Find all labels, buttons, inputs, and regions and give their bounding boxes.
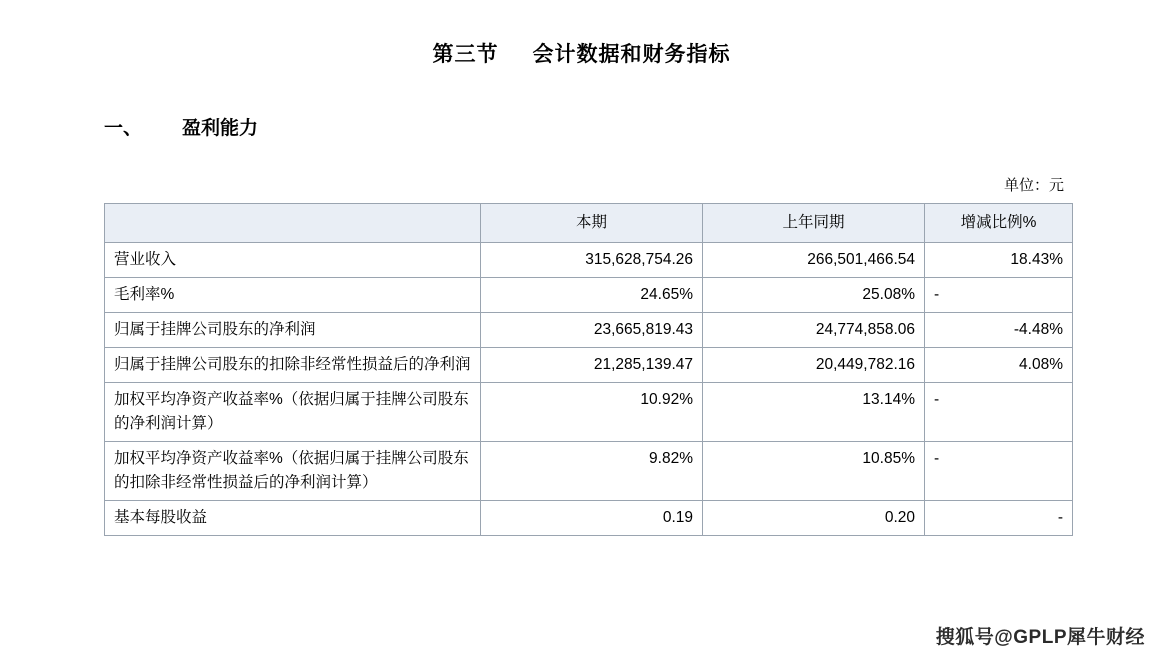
table-row bbox=[105, 501, 1073, 536]
table-row bbox=[105, 278, 1073, 313]
column-header-change: 增减比例% bbox=[925, 204, 1073, 243]
row-current-value: 24.65% bbox=[481, 278, 703, 313]
table-row bbox=[105, 313, 1073, 348]
page-title bbox=[0, 38, 1163, 68]
row-label: 归属于挂牌公司股东的净利润 bbox=[105, 313, 481, 348]
column-header-item bbox=[105, 204, 481, 243]
row-current-value: 9.82% bbox=[481, 442, 703, 501]
table-row bbox=[105, 442, 1073, 501]
row-previous-value: 25.08% bbox=[703, 278, 925, 313]
unit-note: 单位：元 bbox=[1003, 177, 1064, 194]
table-row bbox=[105, 348, 1073, 383]
row-label: 加权平均净资产收益率%（依据归属于挂牌公司股东的净利润计算） bbox=[105, 383, 481, 442]
column-header-current: 本期 bbox=[481, 204, 703, 243]
page-title-prefix: 第三节 bbox=[432, 43, 499, 66]
row-change-value: -4.48% bbox=[925, 313, 1073, 348]
row-current-value: 23,665,819.43 bbox=[481, 313, 703, 348]
column-header-previous: 上年同期 bbox=[703, 204, 925, 243]
document-page bbox=[0, 38, 1163, 659]
section-heading bbox=[104, 113, 1163, 140]
row-previous-value: 20,449,782.16 bbox=[703, 348, 925, 383]
row-previous-value: 0.20 bbox=[703, 501, 925, 536]
row-change-value: - bbox=[925, 383, 1073, 442]
section-name: 盈利能力 bbox=[182, 118, 259, 139]
row-label: 营业收入 bbox=[105, 243, 481, 278]
row-previous-value: 266,501,466.54 bbox=[703, 243, 925, 278]
table-row bbox=[105, 383, 1073, 442]
row-previous-value: 10.85% bbox=[703, 442, 925, 501]
row-previous-value: 24,774,858.06 bbox=[703, 313, 925, 348]
table-header-row bbox=[105, 204, 1073, 243]
row-label: 加权平均净资产收益率%（依据归属于挂牌公司股东的扣除非经常性损益后的净利润计算） bbox=[105, 442, 481, 501]
page-title-main: 会计数据和财务指标 bbox=[532, 43, 731, 66]
row-label: 归属于挂牌公司股东的扣除非经常性损益后的净利润 bbox=[105, 348, 481, 383]
row-current-value: 10.92% bbox=[481, 383, 703, 442]
table-row bbox=[105, 243, 1073, 278]
row-current-value: 315,628,754.26 bbox=[481, 243, 703, 278]
watermark: 搜狐号@GPLP犀牛财经 bbox=[935, 627, 1145, 648]
section-number: 一、 bbox=[104, 118, 143, 139]
row-change-value: 4.08% bbox=[925, 348, 1073, 383]
row-current-value: 0.19 bbox=[481, 501, 703, 536]
row-current-value: 21,285,139.47 bbox=[481, 348, 703, 383]
row-label: 基本每股收益 bbox=[105, 501, 481, 536]
row-label: 毛利率% bbox=[105, 278, 481, 313]
row-change-value: 18.43% bbox=[925, 243, 1073, 278]
row-change-value: - bbox=[925, 278, 1073, 313]
row-change-value: - bbox=[925, 442, 1073, 501]
row-change-value: - bbox=[925, 501, 1073, 536]
financial-indicators-table bbox=[104, 203, 1073, 536]
row-previous-value: 13.14% bbox=[703, 383, 925, 442]
